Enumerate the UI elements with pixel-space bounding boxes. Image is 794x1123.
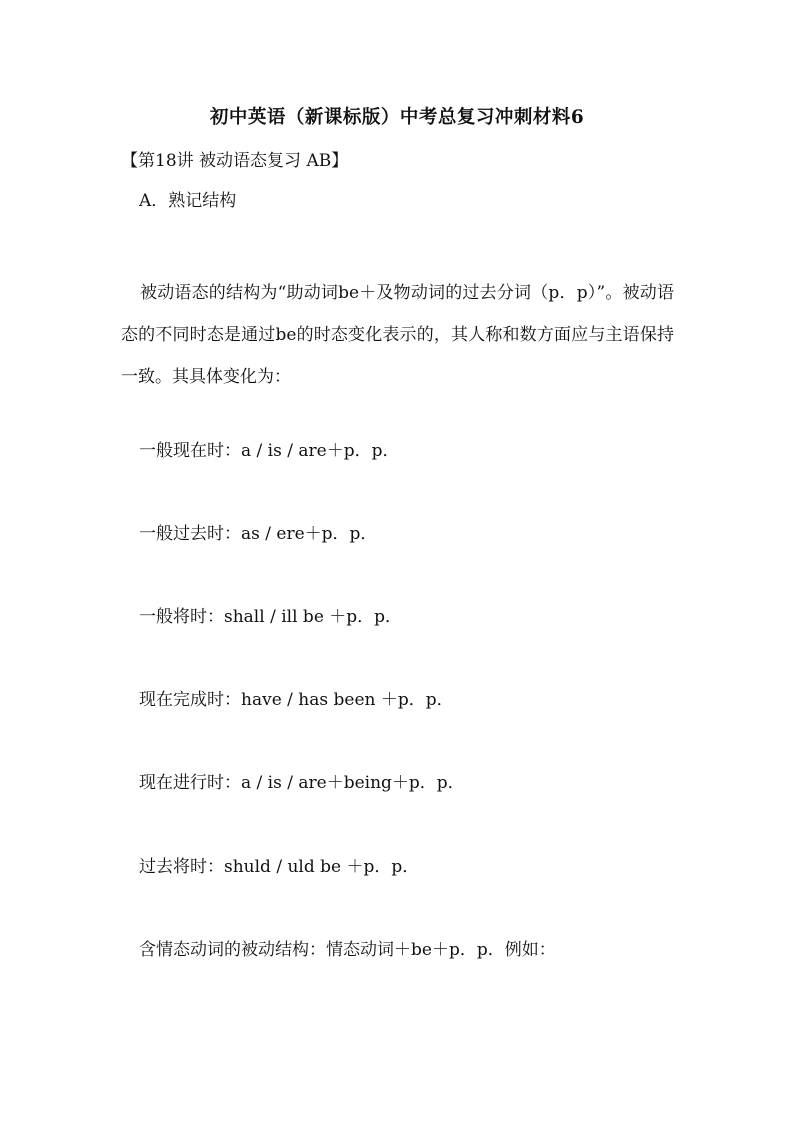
form-present-continuous: 现在进行时：a / is / are＋being＋p．p． [139,773,465,793]
lesson-header: 【第18讲 被动语态复习 AB】 [121,151,349,171]
form-past-future: 过去将时：shuld / uld be ＋p．p． [139,857,420,877]
form-present-perfect: 现在完成时：have / has been ＋p．p． [139,690,454,710]
form-simple-past: 一般过去时：as / ere＋p．p． [139,524,378,544]
form-simple-present: 一般现在时：a / is / are＋p．p． [139,441,400,461]
intro-paragraph: 被动语态的结构为“助动词be＋及物动词的过去分词（p．p）”。被动语态的不同时态是通过be的时态变化表示的，其人称和数方面应与主语保持一致。其具体变化为： [121,283,674,387]
form-modal-passive: 含情态动词的被动结构：情态动词＋be＋p．p．例如： [139,940,556,960]
section-a-heading: A．熟记结构 [139,191,237,211]
form-simple-future: 一般将时：shall / ill be ＋p．p． [139,607,403,627]
document-title: 初中英语（新课标版）中考总复习冲刺材料6 [209,107,585,128]
